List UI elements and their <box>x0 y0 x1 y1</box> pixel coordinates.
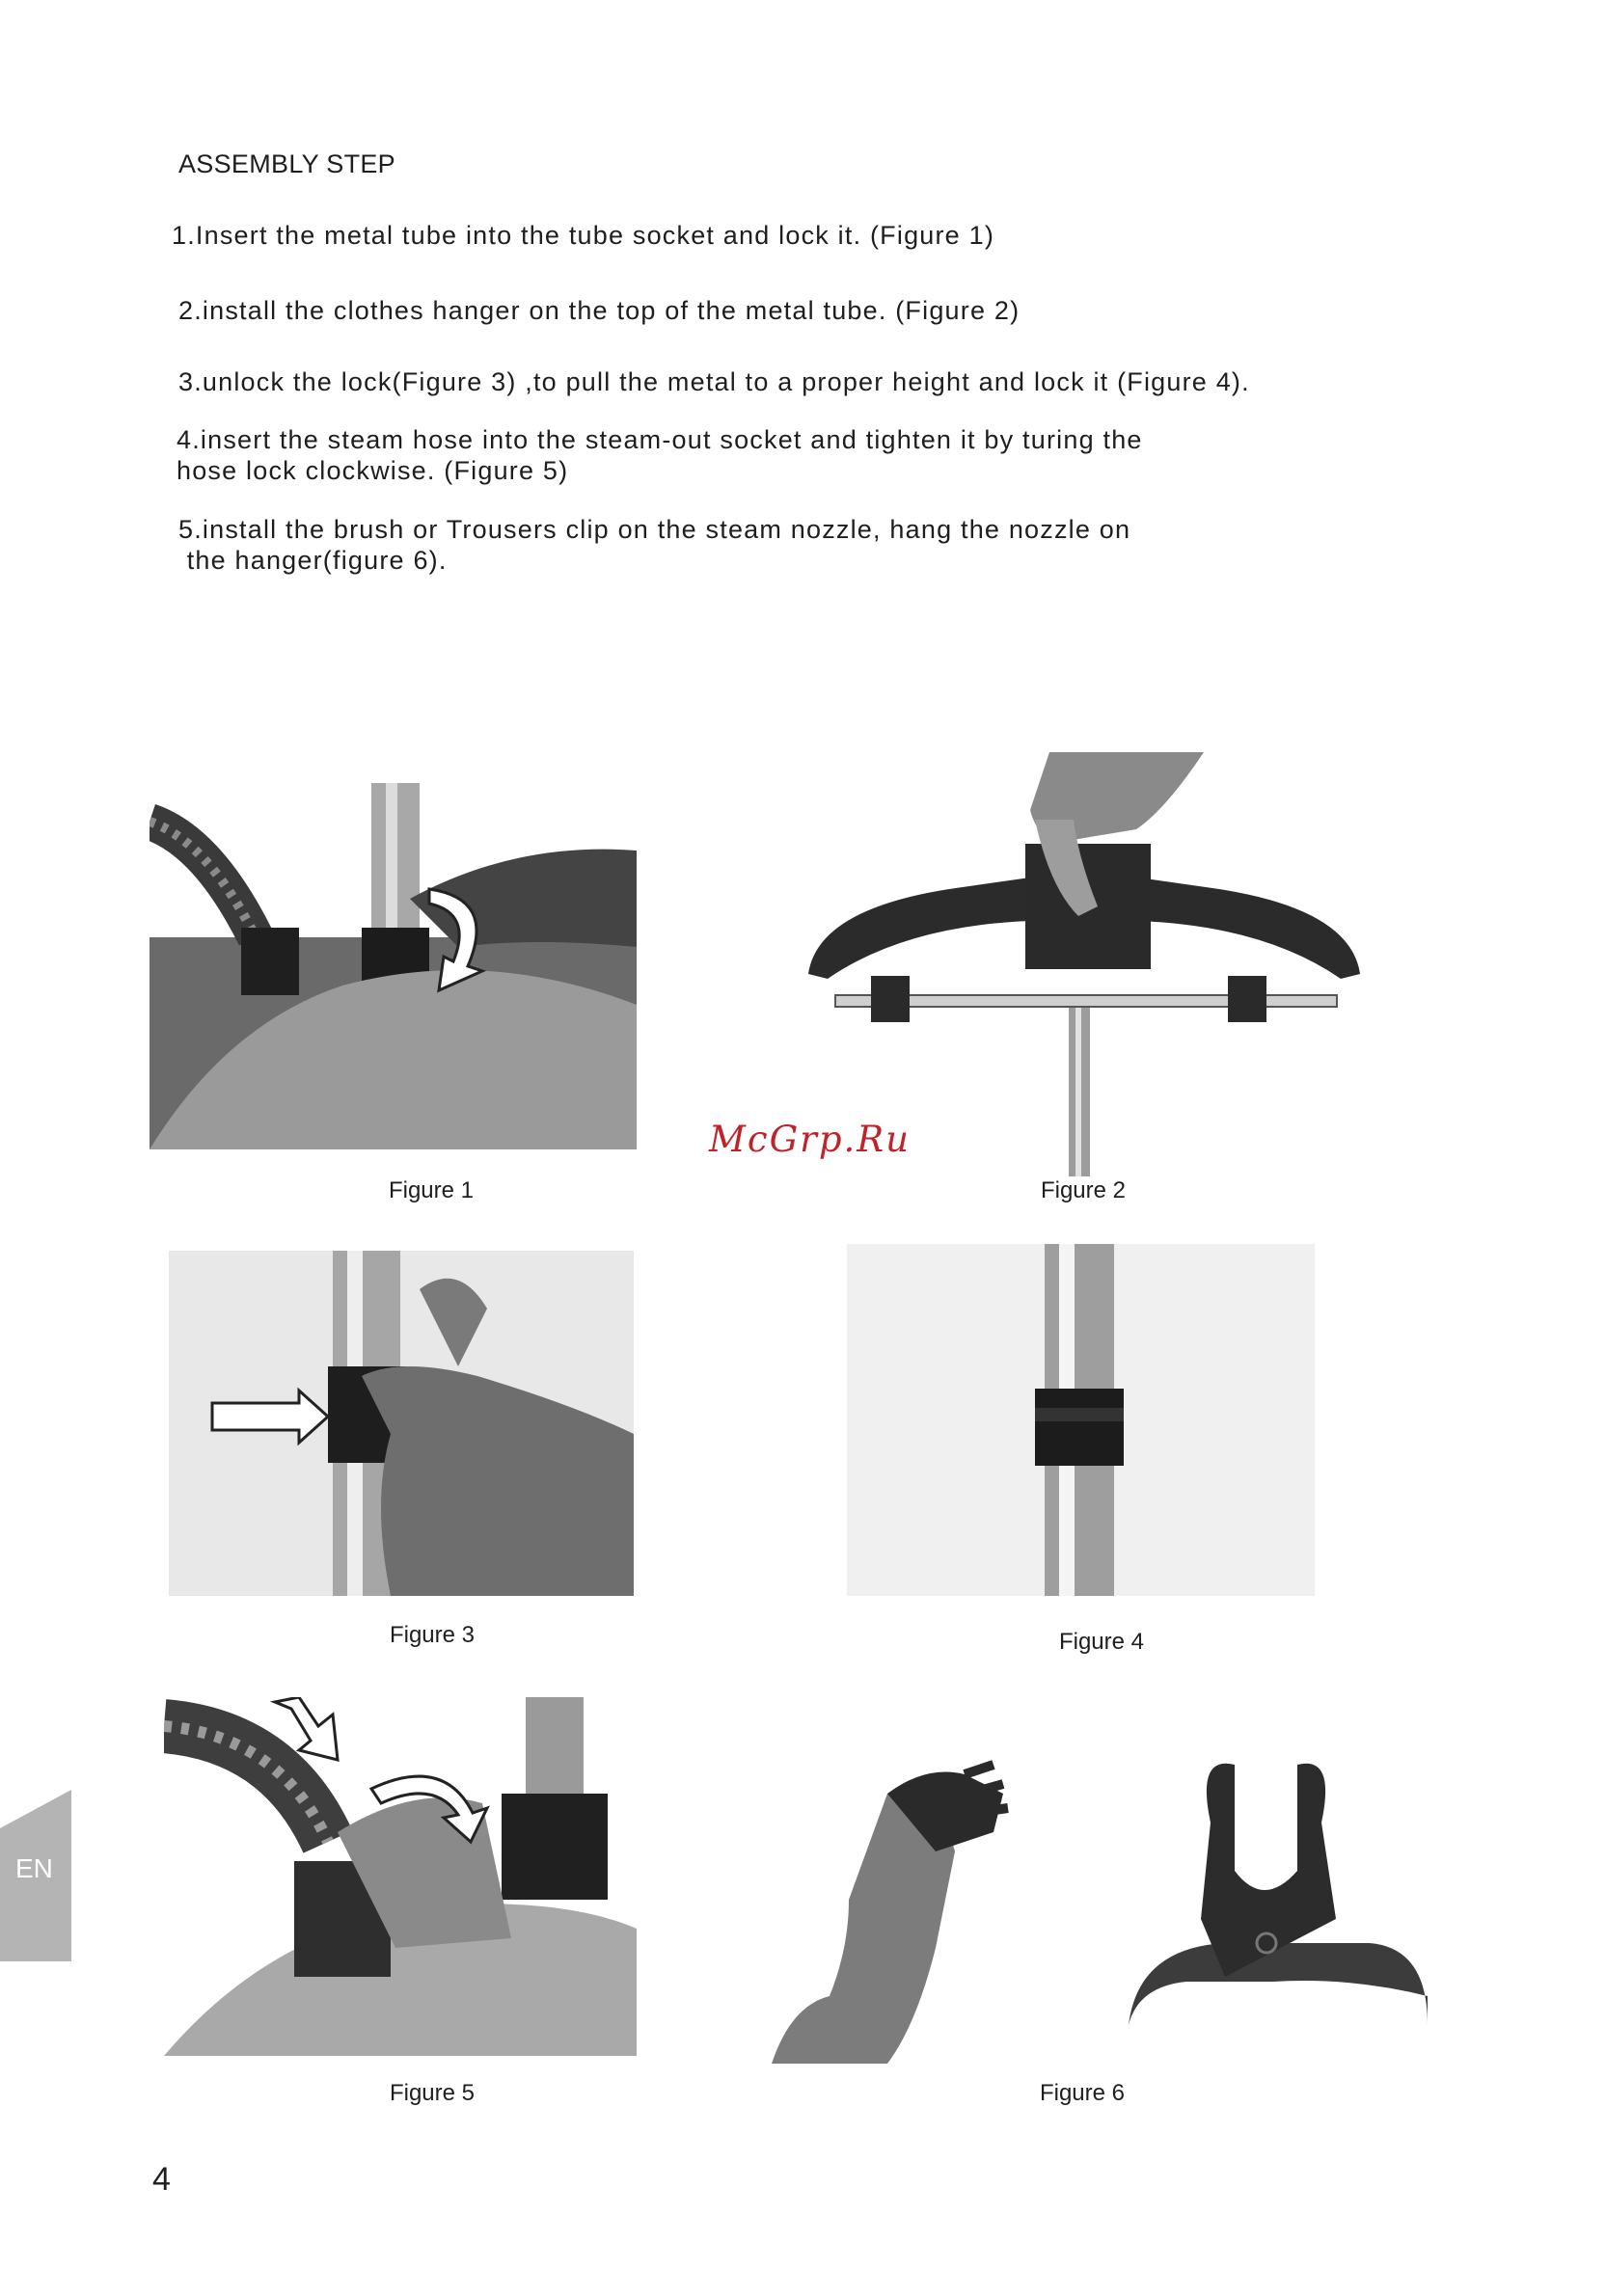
figure-4-image <box>847 1244 1315 1596</box>
step-2: 2.install the clothes hanger on the top of the metal tube. (Figure 2) <box>178 296 1021 325</box>
figure-1-image <box>150 783 637 1149</box>
page-number: 4 <box>152 2161 171 2198</box>
figure-3-caption: Figure 3 <box>389 1622 476 1648</box>
step-4-line-2: hose lock clockwise. (Figure 5) <box>177 456 569 485</box>
figure-4-caption: Figure 4 <box>1058 1629 1145 1655</box>
language-tab-label: EN <box>15 1853 53 1883</box>
watermark: McGrp.Ru <box>709 1119 911 1160</box>
step-5-line-1: 5.install the brush or Trousers clip on the steam nozzle, hang the nozzle on <box>178 515 1131 544</box>
figure-5-caption: Figure 5 <box>389 2080 476 2106</box>
figure-3-image <box>169 1251 634 1596</box>
step-5-line-2: the hanger(figure 6). <box>178 546 448 575</box>
step-4-line-1: 4.insert the steam hose into the steam-out socket and tighten it by turing the <box>177 425 1143 454</box>
step-3: 3.unlock the lock(Figure 3) ,to pull the metal to a proper height and lock it (Figure 4). <box>178 367 1250 396</box>
figure-2-image <box>789 752 1379 1176</box>
figure-1-caption: Figure 1 <box>388 1177 475 1203</box>
figure-6-image <box>772 1755 1428 2064</box>
step-1: 1.Insert the metal tube into the tube socket and lock it. (Figure 1) <box>172 221 995 250</box>
step-5 <box>178 514 1130 576</box>
figure-2-caption: Figure 2 <box>1040 1177 1127 1203</box>
figure-5-image <box>164 1697 637 2056</box>
section-heading: ASSEMBLY STEP <box>178 149 395 178</box>
step-4 <box>177 424 1143 486</box>
figure-6-caption: Figure 6 <box>1039 2080 1126 2106</box>
